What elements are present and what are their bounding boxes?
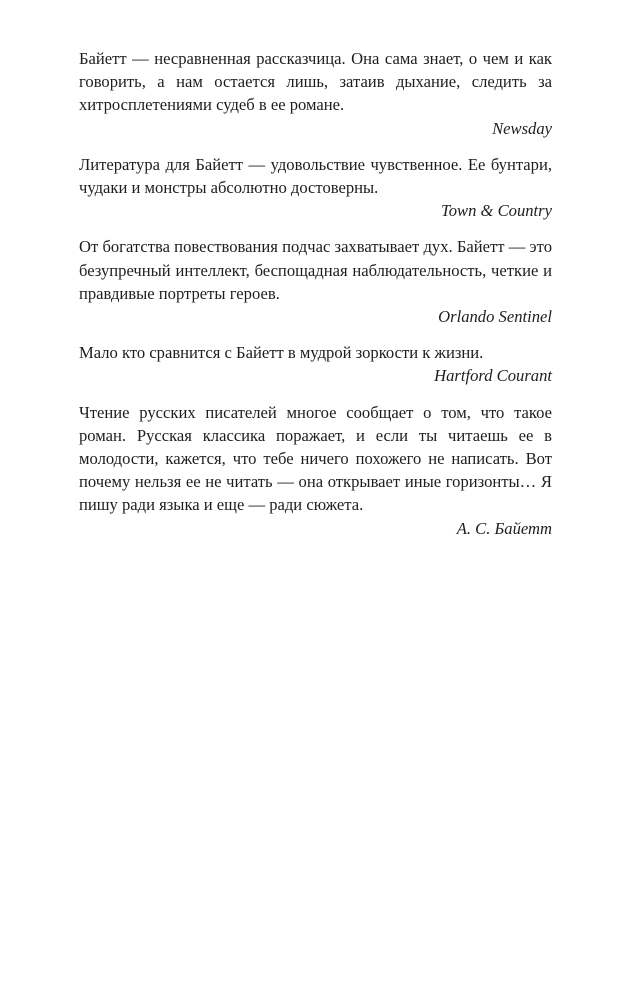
quote-town-and-country <box>79 153 552 223</box>
quote-attribution: А. С. Байетт <box>456 518 552 538</box>
quote-text: Литература для Байетт — удовольствие чувственное. Ее бунтари, чудаки и монстры абсолютно достоверны. <box>79 154 552 198</box>
quote-newsday <box>79 47 552 140</box>
quote-hartford-courant <box>79 341 552 387</box>
quote-text: Мало кто сравнится с Байетт в мудрой зоркости к жизни. <box>79 343 484 363</box>
quote-text: От богатства повествования подчас захватывает дух. Байетт — это безупречный интеллект, беспощадная наблюдательность, четкие и правдивые портреты героев. <box>79 237 552 303</box>
quote-text: Байетт — несравненная рассказчица. Она сама знает, о чем и как говорить, а нам остается лишь, затаив дыхание, следить за хитросплетениями судеб в ее романе. <box>79 49 552 115</box>
quote-attribution: Hartford Courant <box>434 366 552 386</box>
quote-attribution: Newsday <box>492 118 552 138</box>
quote-attribution: Orlando Sentinel <box>438 307 552 327</box>
quote-orlando-sentinel <box>79 235 552 328</box>
quote-text: Чтение русских писателей многое сообщает о том, что такое роман. Русская классика поражает, и если ты читаешь ее в молодости, кажется, что тебе ничего похожего не написать. Вот почему нельзя ее не читать — она открывает иные горизонты… Я пишу ради языка и еще — ради сюжета. <box>79 402 552 515</box>
quote-byatt <box>79 401 552 540</box>
quote-attribution: Town & Country <box>441 201 552 221</box>
quotes-page <box>79 47 552 540</box>
